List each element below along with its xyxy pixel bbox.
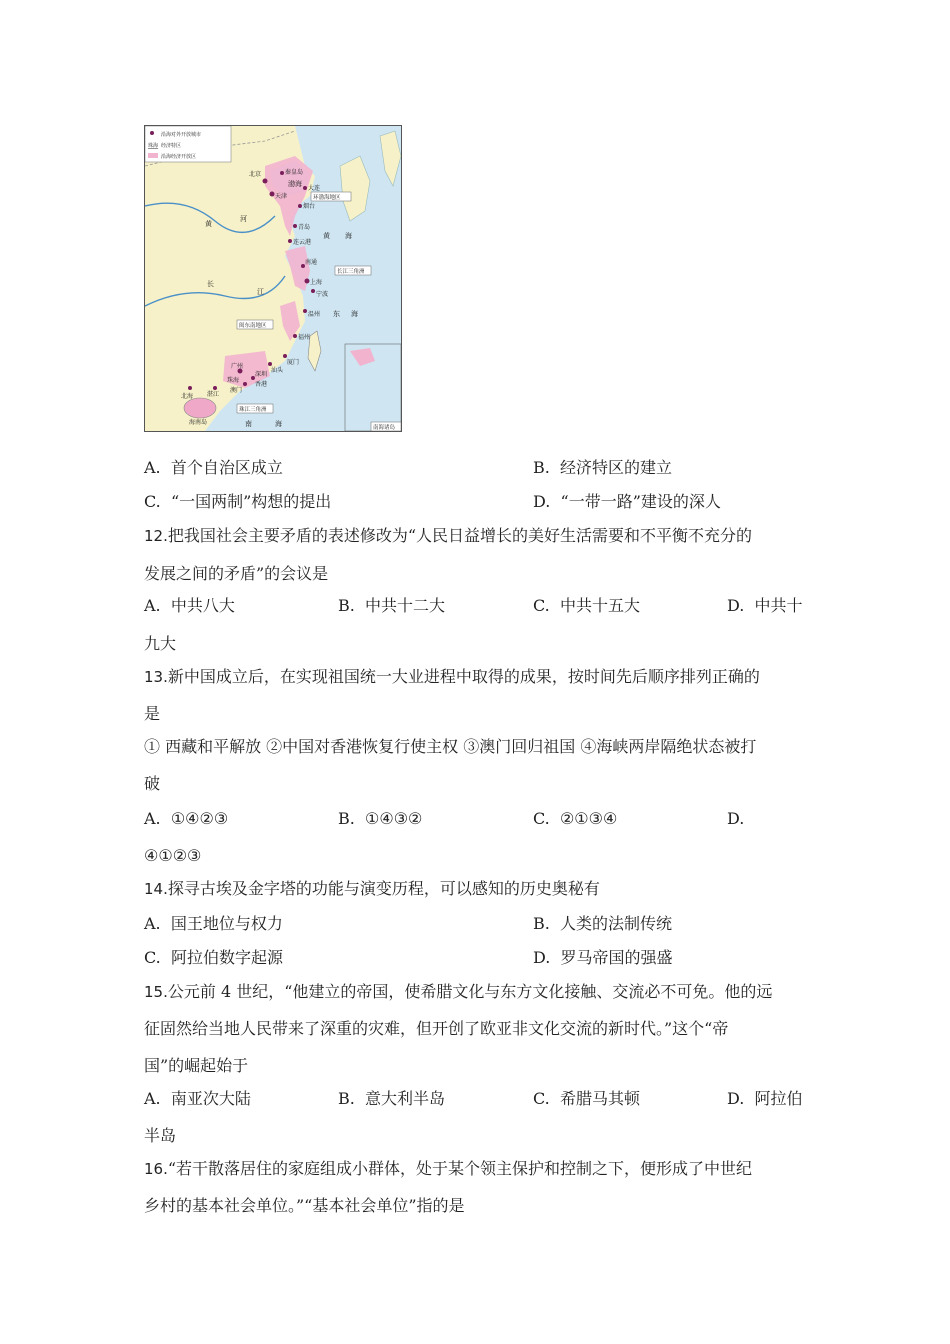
city-shenzhen: 深圳 <box>255 371 268 378</box>
q13-option-c-text: ②①③④ <box>559 809 618 828</box>
city-nantong: 南通 <box>305 259 318 266</box>
q16-number: 16. <box>144 1160 168 1178</box>
q16-stem-line2: 乡村的基本社会单位。”“基本社会单位”指的是 <box>144 1196 465 1215</box>
city-dalian: 大连 <box>308 185 321 192</box>
sea-nan: 南 <box>245 420 252 428</box>
q12-option-b-label: B. <box>338 596 355 615</box>
sea-hai-3: 海 <box>275 420 282 428</box>
city-lianyungang: 连云港 <box>293 239 312 246</box>
q15-option-c-label: C. <box>533 1089 550 1108</box>
sea-hai-2: 海 <box>351 310 358 318</box>
q13-option-c <box>533 809 617 829</box>
q11-option-a-label: A. <box>144 458 161 477</box>
city-tianjin: 天津 <box>275 193 288 200</box>
legend-open-zone: 沿海经济开放区 <box>161 154 197 160</box>
q13-option-d-label: D. <box>727 809 745 828</box>
river-huang: 黄 <box>205 220 212 228</box>
q15-stem-text1: 公元前 4 世纪，“他建立的帝国，使希腊文化与东方文化接触、交流必不可免。他的远 <box>167 982 773 1001</box>
q13-option-b-label: B. <box>338 809 355 828</box>
q14-option-a-text: 国王地位与权力 <box>170 914 283 933</box>
city-qinhuangdao: 秦皇岛 <box>285 169 304 176</box>
legend-sez: 经济特区 <box>161 143 182 149</box>
q14-option-b-label: B. <box>533 914 550 933</box>
legend-sample: 珠海 <box>148 143 159 149</box>
q14-number: 14. <box>144 880 168 898</box>
q15-option-a-text: 南亚次大陆 <box>170 1089 251 1108</box>
q11-option-c-text: “一国两制”构想的提出 <box>170 492 332 511</box>
q12-option-a-label: A. <box>144 596 161 615</box>
region-yangtze-delta: 长江三角洲 <box>337 269 365 275</box>
q15-number: 15. <box>144 983 168 1001</box>
q15-stem-line3: 国”的崛起始于 <box>144 1056 249 1075</box>
q12-option-d-label: D. <box>727 596 745 615</box>
q13-option-a-text: ①④②③ <box>170 809 229 828</box>
q11-option-c <box>144 492 331 512</box>
q14-option-d-label: D. <box>533 948 551 967</box>
region-bohai: 环渤海地区 <box>313 195 341 201</box>
inset-south-china-sea: 南海诸岛 <box>373 425 396 431</box>
city-xiamen: 厦门 <box>287 359 300 366</box>
q12-option-d-wrap: 九大 <box>144 634 177 653</box>
q15-option-b <box>338 1089 445 1109</box>
q14-option-a <box>144 914 283 934</box>
sea-hai-1: 海 <box>345 232 352 240</box>
q12-option-a <box>144 596 235 616</box>
q16-stem-line1 <box>144 1159 752 1179</box>
q12-option-c-text: 中共十五大 <box>559 596 640 615</box>
q11-option-b <box>533 458 672 478</box>
q13-stem-line2: 是 <box>144 704 161 723</box>
q13-option-d-wrap: ④①②③ <box>144 846 202 865</box>
q12-stem-line2: 发展之间的矛盾”的会议是 <box>144 564 329 583</box>
q11-option-d-text: “一带一路”建设的深人 <box>560 492 721 511</box>
city-ningbo: 宁波 <box>316 291 329 298</box>
q13-option-d <box>727 809 744 829</box>
q14-option-c-text: 阿拉伯数字起源 <box>170 948 283 967</box>
q16-stem-text1: “若干散落居住的家庭组成小群体，处于某个领主保护和控制之下，便形成了中世纪 <box>167 1159 753 1178</box>
q14-option-d <box>533 948 673 968</box>
q12-option-d-text: 中共十 <box>754 596 803 615</box>
sea-bohai: 渤海 <box>288 180 302 188</box>
q11-option-a-text: 首个自治区成立 <box>170 458 283 477</box>
q14-option-d-text: 罗马帝国的强盛 <box>560 948 673 967</box>
q15-option-d-text: 阿拉伯 <box>754 1089 803 1108</box>
q12-number: 12. <box>144 527 168 545</box>
q15-option-c <box>533 1089 640 1109</box>
q13-number: 13. <box>144 668 168 686</box>
q13-option-a-label: A. <box>144 809 161 828</box>
q15-option-b-label: B. <box>338 1089 355 1108</box>
q11-option-b-label: B. <box>533 458 550 477</box>
q12-stem-text1: 把我国社会主要矛盾的表述修改为“人民日益增长的美好生活需要和不平衡不充分的 <box>167 526 753 545</box>
q11-option-b-text: 经济特区的建立 <box>560 458 673 477</box>
q13-option-a <box>144 809 228 829</box>
city-macau: 澳门 <box>230 387 243 394</box>
q15-option-c-text: 希腊马其顿 <box>559 1089 640 1108</box>
region-minnan: 闽东南地区 <box>239 323 267 329</box>
q13-items-line2: 破 <box>144 774 161 793</box>
q14-option-c <box>144 948 283 968</box>
city-zhuhai: 珠海 <box>227 377 240 384</box>
sea-huang: 黄 <box>323 232 330 240</box>
q13-stem-line1 <box>144 667 760 687</box>
q13-stem-text1: 新中国成立后，在实现祖国统一大业进程中取得的成果，按时间先后顺序排列正确的 <box>167 667 760 686</box>
q13-option-b-text: ①④③② <box>365 809 423 828</box>
q13-option-b <box>338 809 422 829</box>
city-shanghai: 上海 <box>310 279 323 286</box>
city-beihai: 北海 <box>181 393 194 400</box>
river-jiang: 江 <box>257 288 264 296</box>
legend-coastal-cities: 沿海对外开放城市 <box>161 132 202 138</box>
q14-option-a-label: A. <box>144 914 161 933</box>
q12-option-a-text: 中共八大 <box>170 596 235 615</box>
q13-option-c-label: C. <box>533 809 550 828</box>
q11-option-a <box>144 458 283 478</box>
city-yantai: 烟台 <box>303 203 316 210</box>
q12-option-c <box>533 596 640 616</box>
city-guangzhou: 广州 <box>231 363 244 370</box>
q12-option-b-text: 中共十二大 <box>365 596 446 615</box>
city-shantou: 汕头 <box>271 367 284 374</box>
q12-option-b <box>338 596 445 616</box>
coastal-open-cities-map <box>144 125 402 432</box>
q11-option-d-label: D. <box>533 492 551 511</box>
city-hongkong: 香港 <box>255 381 268 388</box>
q15-option-a <box>144 1089 251 1109</box>
q14-option-b <box>533 914 672 934</box>
q12-option-c-label: C. <box>533 596 550 615</box>
q14-option-c-label: C. <box>144 948 161 967</box>
city-hainan: 海南岛 <box>189 419 208 426</box>
sea-dong: 东 <box>333 310 340 318</box>
city-beijing: 北京 <box>249 171 262 178</box>
q15-option-d-wrap: 半岛 <box>144 1126 177 1145</box>
city-wenzhou: 温州 <box>308 311 321 318</box>
q14-stem <box>144 879 600 899</box>
q15-option-d <box>727 1089 803 1109</box>
city-qingdao: 青岛 <box>298 224 311 231</box>
region-pearl-delta: 珠江三角洲 <box>239 407 267 413</box>
river-he: 河 <box>240 215 247 223</box>
q15-option-d-label: D. <box>727 1089 745 1108</box>
river-chang: 长 <box>207 280 214 288</box>
q14-option-b-text: 人类的法制传统 <box>560 914 673 933</box>
q15-stem-line1 <box>144 982 772 1002</box>
q15-stem-line2: 征固然给当地人民带来了深重的灾难，但开创了欧亚非文化交流的新时代。”这个“帝 <box>144 1019 729 1038</box>
q14-stem-text: 探寻古埃及金字塔的功能与演变历程，可以感知的历史奥秘有 <box>167 879 600 898</box>
map-graphic <box>145 126 401 431</box>
q11-option-d <box>533 492 721 512</box>
q11-option-c-label: C. <box>144 492 161 511</box>
q13-items-line1: ① 西藏和平解放 ②中国对香港恢复行使主权 ③澳门回归祖国 ④海峡两岸隔绝状态被打 <box>144 737 757 756</box>
q15-option-a-label: A. <box>144 1089 161 1108</box>
city-zhanjiang: 湛江 <box>207 391 220 398</box>
q15-option-b-text: 意大利半岛 <box>365 1089 446 1108</box>
q12-stem-line1 <box>144 526 752 546</box>
q12-option-d <box>727 596 803 616</box>
city-fuzhou: 福州 <box>298 334 311 341</box>
